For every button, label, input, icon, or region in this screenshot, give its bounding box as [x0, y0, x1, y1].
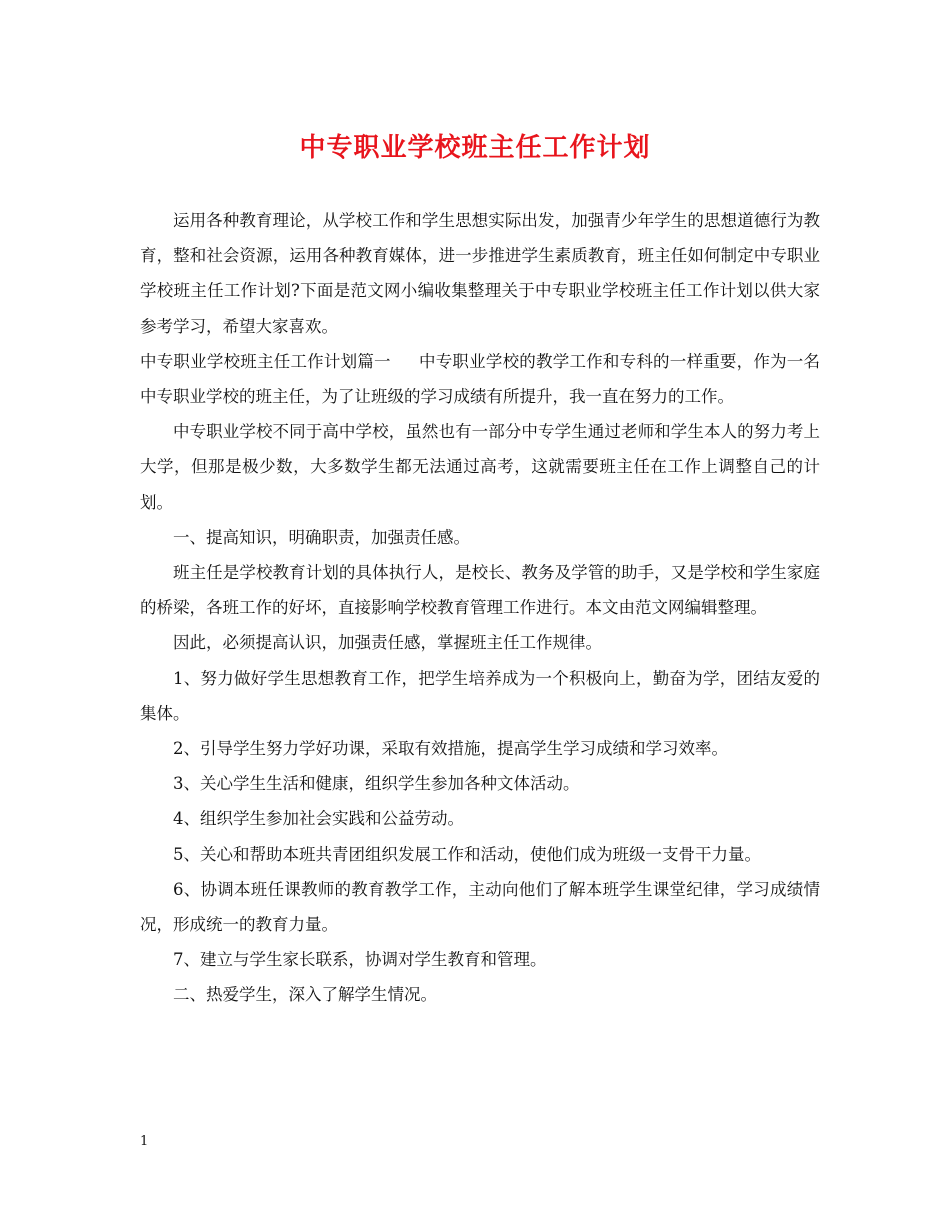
list-item-2: 2、引导学生努力学好功课，采取有效措施，提高学生学习成绩和学习效率。	[173, 739, 728, 759]
document-body	[140, 203, 820, 1013]
list-item-4: 4、组织学生参加社会实践和公益劳动。	[173, 809, 464, 829]
paragraph-role: 班主任是学校教育计划的具体执行人，是校长、教务及学管的助手，又是学校和学生家庭的桥梁，各班工作的好坏，直接影响学校教育管理工作进行。本文由范文网编辑整理。	[140, 563, 820, 618]
paragraph-background: 中专职业学校不同于高中学校，虽然也有一部分中专学生通过老师和学生本人的努力考上大学，但那是极少数，大多数学生都无法通过高考，这就需要班主任在工作上调整自己的计划。	[140, 422, 820, 512]
section-heading: 中专职业学校班主任工作计划篇一	[140, 351, 391, 371]
list-item-5: 5、关心和帮助本班共青团组织发展工作和活动，使他们成为班级一支骨干力量。	[173, 844, 761, 864]
list-item-3: 3、关心学生生活和健康，组织学生参加各种文体活动。	[173, 774, 580, 794]
document-title: 中专职业学校班主任工作计划	[299, 133, 651, 163]
paragraph-intro: 运用各种教育理论，从学校工作和学生思想实际出发，加强青少年学生的思想道德行为教育，整和社会资源，运用各种教育媒体，进一步推进学生素质教育，班主任如何制定中专职业学校班主任工作计划?下面是范文网小编收集整理关于中专职业学校班主任工作计划以供大家参考学习，希望大家喜欢。	[140, 211, 820, 336]
section-text: 中专职业学校的教学工作和专科的一样重要，作为一名中专职业学校的班主任，为了让班级的学习成绩有所提升，我一直在努力的工作。	[140, 351, 821, 407]
list-item-6: 6、协调本班任课教师的教育教学工作，主动向他们了解本班学生课堂纪律，学习成绩情况，形成统一的教育力量。	[140, 879, 820, 935]
paragraph-section-one	[140, 344, 820, 414]
list-item-7: 7、建立与学生家长联系，协调对学生教育和管理。	[173, 950, 547, 970]
heading-point-two: 二、热爱学生，深入了解学生情况。	[173, 985, 437, 1005]
heading-point-one: 一、提高知识，明确职责，加强责任感。	[173, 527, 470, 547]
page-number: 1	[140, 1134, 149, 1149]
paragraph-therefore: 因此，必须提高认识，加强责任感，掌握班主任工作规律。	[173, 633, 602, 653]
list-item-1: 1、努力做好学生思想教育工作，把学生培养成为一个积极向上，勤奋为学，团结友爱的集体。	[140, 668, 820, 723]
